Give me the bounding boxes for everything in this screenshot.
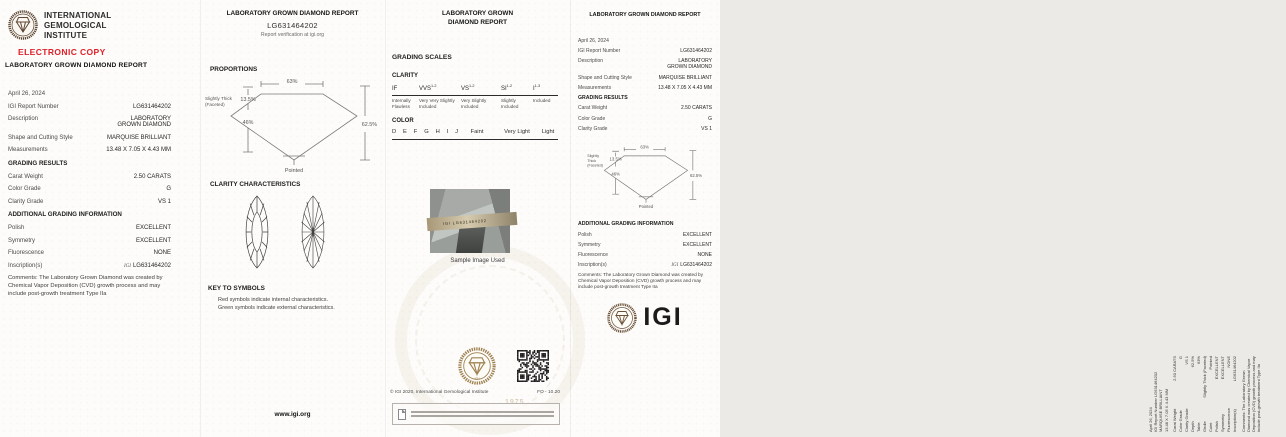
color-scale-heading: COLOR [392, 118, 414, 124]
clarity-label: Included [533, 98, 551, 103]
key-to-symbols-heading: KEY TO SYMBOLS [208, 285, 265, 292]
stub-label: Polish [1213, 421, 1219, 432]
field-shape: Shape and Cutting Style MARQUISE BRILLIANT [8, 134, 171, 141]
panel-grading-scales [385, 0, 570, 437]
document-icon [398, 409, 406, 420]
stub-value: VS 1 [1183, 356, 1189, 365]
report-title-line2: DIAMOND REPORT [448, 19, 507, 27]
stub-label: Fluorescence [1225, 407, 1231, 432]
clarity-grade-row [392, 84, 558, 92]
clarity-label-row [392, 98, 558, 109]
stub-label: Inscription(s) [1231, 409, 1237, 432]
grading-scales-heading: GRADING SCALES [392, 54, 452, 61]
additional-grading-heading: ADDITIONAL GRADING INFORMATION [8, 211, 122, 218]
field-measurements: Measurements 13.48 X 7.05 X 4.43 MM [8, 147, 171, 153]
stub-row [1232, 356, 1238, 432]
color-range: Light [541, 129, 555, 135]
field-fluorescence: Fluorescence NONE [8, 250, 171, 256]
clarity-characteristics-heading: CLARITY CHARACTERISTICS [210, 181, 301, 188]
color-range: Faint [470, 129, 484, 135]
svg-text:62.5%: 62.5% [689, 173, 703, 178]
svg-text:46%: 46% [611, 171, 620, 177]
girdle-desc-line: Slightly Thick [205, 96, 232, 101]
table-pct-label: 63% [286, 79, 298, 85]
stub-info-line: IGI Report Number LG631464202 [1153, 371, 1159, 432]
stub-label: Symmetry [1219, 414, 1225, 432]
org-name-line: INTERNATIONAL [44, 11, 112, 20]
panel3-header [385, 9, 570, 28]
sample-photo [430, 189, 510, 253]
field-polish: Polish EXCELLENT [8, 225, 171, 231]
color-scale-rule [392, 139, 558, 140]
key-to-symbols-text [218, 297, 335, 313]
clarity-scale [392, 84, 558, 109]
report-date: April 26, 2024 [578, 38, 609, 44]
disclaimer-box [392, 403, 560, 425]
stub-label: Depth [1189, 421, 1195, 432]
stub-value: NONE [1225, 356, 1231, 368]
clarity-grade: VS$^{1-2}$ [461, 84, 475, 92]
clarity-scale-heading: CLARITY [392, 73, 418, 79]
seal-igi-text: IGI [474, 376, 480, 381]
field-clarity: Clarity Grade VS 1 [8, 198, 171, 205]
girdle-desc-line: Thick [587, 158, 597, 163]
field-report-number: IGI Report Number LG631464202 [8, 103, 171, 110]
igi-script-mark: IGI [124, 263, 131, 269]
stub-info-line: MARQUISE BRILLIANT [1158, 389, 1164, 432]
igi-seal-icon [607, 303, 637, 333]
clarity-plot-pavilion [290, 192, 336, 272]
field-carat: Carat Weight 2.50 CARATS [578, 105, 712, 112]
sample-caption: Sample Image Used [450, 258, 505, 264]
clarity-grade: $I^{1-3}$ [533, 84, 541, 92]
tear-off-stub [1148, 356, 1286, 434]
verification-note: Report verification at igi.org [260, 32, 325, 38]
stub-label: Color Grade [1177, 410, 1183, 432]
proportions-diagram-small [584, 144, 706, 210]
report-number: LG631464202 [267, 21, 318, 30]
stub-info-line: 13.48 X 7.05 X 4.43 MM [1163, 388, 1169, 432]
report-title-line1: LABORATORY GROWN [441, 10, 514, 17]
stub-value: EXCELLENT [1213, 356, 1219, 380]
clarity-grade: IF [392, 86, 398, 92]
report-title: LABORATORY GROWN DIAMOND REPORT [226, 10, 359, 17]
field-inscriptions: Inscription(s) IGI LG631464202 [8, 262, 171, 269]
stub-value: Slightly Thick (Faceted) [1201, 356, 1207, 398]
stub-comments: Comments: The Laboratory Grown Diamond was created by Chemical Vapor Deposition (CVD) growth process and may include post-growth treatment Type IIa [1240, 356, 1261, 432]
igi-wordmark: IGI [643, 303, 683, 332]
clarity-grade: SI$^{1-2}$ [501, 84, 513, 92]
stub-rotated-text [1148, 356, 1286, 432]
key-line-internal: Red symbols indicate internal characteristics. [218, 297, 329, 303]
panel-proportions [200, 0, 385, 437]
field-shape: Shape and Cutting Style MARQUISE BRILLIANT [578, 74, 712, 81]
stub-value: 2.50 CARATS [1171, 356, 1177, 381]
clarity-label: Very Very Slightly Included [419, 98, 455, 109]
clarity-plot-crown [234, 192, 280, 272]
svg-text:13.5%: 13.5% [609, 156, 622, 162]
electronic-copy-label: ELECTRONIC COPY [18, 47, 106, 57]
stub-label: Culet [1207, 422, 1213, 432]
stub-value: EXCELLENT [1219, 356, 1225, 380]
culet-label: Pointed [284, 168, 304, 174]
grading-results-heading: GRADING RESULTS [578, 94, 628, 101]
girdle-desc-line: (Faceted) [587, 163, 604, 168]
stub-info-line: April 26, 2024 [1148, 407, 1153, 432]
proportions-heading: PROPORTIONS [210, 66, 258, 73]
girdle-desc-line: Slightly [587, 154, 600, 159]
field-inscriptions: Inscription(s) IGI LG631464202 [578, 262, 712, 269]
report-date: April 26, 2024 [8, 91, 46, 97]
report-title: LABORATORY GROWN DIAMOND REPORT [5, 62, 148, 69]
stub-rows [1172, 356, 1238, 432]
comments-text: Comments: The Laboratory Grown Diamond was created by Chemical Vapor Deposition (CVD) growth process and may include post-growth treatment Type IIa [8, 275, 163, 297]
copyright-text: © IGI 2020, International Gemological Institute [390, 390, 489, 395]
panel2-header [200, 10, 385, 38]
clarity-scale-rule [392, 95, 558, 96]
website-text: www.igi.org [274, 411, 311, 418]
field-color: Color Grade G [8, 186, 171, 192]
stub-info [1148, 356, 1169, 432]
field-clarity: Clarity Grade VS 1 [578, 125, 712, 132]
clarity-label: Very Slightly Included [461, 98, 487, 109]
key-line-external: Green symbols indicate external characteristics. [218, 304, 335, 311]
stub-label: Girdle [1201, 421, 1207, 432]
igi-logo [578, 303, 712, 333]
comments-text: Comments: The Laboratory Grown Diamond was created by Chemical Vapor Deposition (CVD) growth process and may include post-growth treatment Type IIa [578, 272, 703, 290]
stub-label: Carat Weight [1171, 408, 1177, 432]
color-letters: D E F G H I J [392, 129, 458, 135]
panel-report-front [0, 0, 200, 437]
igi-script-mark: IGI [671, 263, 679, 269]
field-polish: Polish EXCELLENT [578, 231, 712, 238]
color-range: Very Light [504, 129, 530, 135]
panel3-footer [390, 390, 560, 395]
stub-label: Table [1195, 422, 1201, 432]
clarity-label: Slightly Included [501, 98, 519, 109]
org-name-line: INSTITUTE [44, 31, 88, 41]
svg-text:63%: 63% [640, 144, 649, 150]
field-symmetry: Symmetry EXCELLENT [578, 241, 712, 248]
field-fluorescence: Fluorescence NONE [578, 251, 712, 258]
stub-value: LG631464202 [1231, 356, 1237, 382]
field-color: Color Grade G [578, 115, 712, 122]
field-measurements: Measurements 13.48 X 7.05 X 4.43 MM [578, 84, 712, 91]
summary-fields [578, 12, 712, 333]
proportions-diagram [205, 76, 380, 176]
stub-value: Pointed [1207, 356, 1213, 370]
panel-summary-stub [570, 0, 1261, 437]
stub-label: Clarity Grade [1183, 408, 1189, 432]
org-name [44, 11, 111, 42]
depth-pct-label: 62.5% [361, 122, 377, 128]
pavilion-pct-label: 46% [242, 120, 254, 126]
igi-seal-icon [8, 10, 38, 40]
clarity-grade: VVS$^{1-2}$ [419, 84, 437, 92]
field-report-number: IGI Report Number LG631464202 [578, 48, 712, 55]
stub-value: 63% [1195, 356, 1201, 365]
qr-code [517, 350, 549, 382]
report-title: LABORATORY GROWN DIAMOND REPORT [589, 12, 701, 18]
girdle-desc-line: (Faceted) [205, 102, 225, 107]
stub-value: G [1177, 356, 1183, 360]
color-scale [392, 129, 558, 135]
org-name-line: GEMOLOGICAL [44, 21, 107, 31]
fine-print [411, 409, 554, 419]
field-carat: Carat Weight 2.50 CARATS [8, 173, 171, 180]
grading-results-heading: GRADING RESULTS [8, 159, 68, 167]
svg-text:Pointed: Pointed [638, 204, 654, 210]
field-symmetry: Symmetry EXCELLENT [8, 237, 171, 244]
form-code: FO - 10.20 [537, 390, 560, 395]
field-description: Description LABORATORY GROWN DIAMOND [578, 58, 712, 71]
field-description: Description LABORATORY GROWN DIAMOND [8, 116, 171, 128]
stub-value: 62.5% [1189, 356, 1195, 368]
gold-seal-icon [458, 347, 496, 385]
additional-grading-heading: ADDITIONAL GRADING INFORMATION [578, 221, 674, 227]
clarity-label: Internally Flawless [392, 98, 411, 109]
report-fields [8, 91, 171, 304]
laser-inscription-text: IGI LG631464202 [442, 217, 487, 227]
crown-pct-label: 13.5% [240, 97, 256, 103]
